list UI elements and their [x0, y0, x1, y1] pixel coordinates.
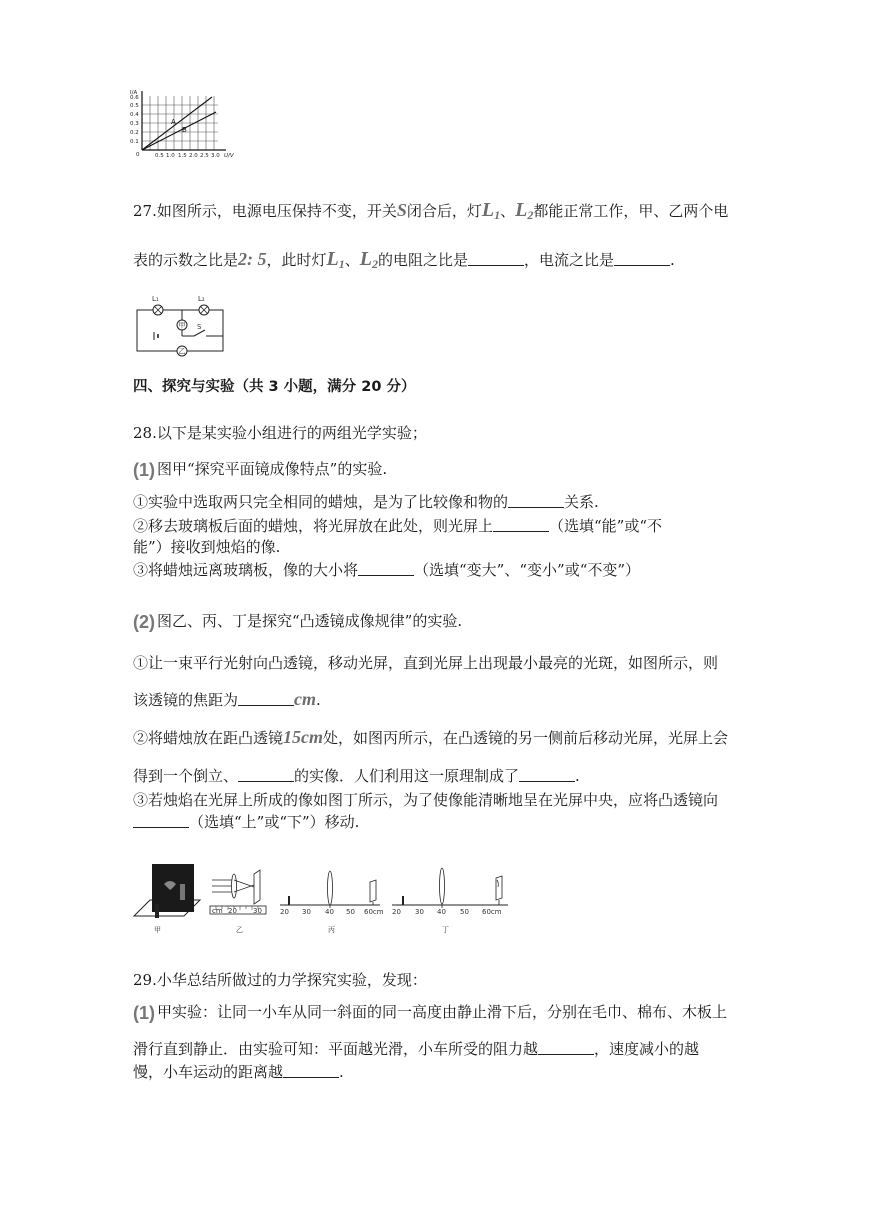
distance-value: 15cm [283, 727, 324, 747]
lamp-l2-label: L₂ [198, 295, 205, 303]
tick: 30 [302, 908, 311, 916]
x-tick: 3.0 [211, 153, 220, 159]
answer-blank[interactable] [133, 813, 189, 828]
ratio-value: 2: 5 [238, 249, 267, 269]
circuit-diagram [132, 294, 228, 358]
tick: 40 [437, 908, 446, 916]
tick: 20 [228, 907, 237, 915]
q28-part2-item2-cont: 得到一个倒立、 的实像．人们利用这一原理制成了 . [133, 767, 580, 785]
unit-cm: cm [294, 689, 317, 709]
y-tick: 0.6 [130, 95, 139, 101]
y-tick: 0.3 [130, 121, 139, 127]
tick: 20 [280, 908, 289, 916]
q28-part2-item1-cont: 该透镜的焦距为 cm. [133, 689, 321, 709]
x-tick: 1.5 [178, 153, 187, 159]
tick: 20 [392, 908, 401, 916]
answer-blank[interactable] [238, 767, 294, 782]
q29-intro: 29.小华总结所做过的力学探究实验，发现： [133, 971, 427, 989]
q28-part1-item2-cont: 能”）接收到烛焰的像. [133, 538, 281, 556]
figure-ding-label: 丁 [442, 926, 449, 934]
x-tick: 2.5 [200, 153, 209, 159]
q28-part1-item2: ②移去玻璃板后面的蜡烛，将光屏放在此处，则光屏上 （选填“能”或“不 [133, 517, 663, 535]
switch-symbol: S [396, 200, 407, 220]
q29-part1-line3: 慢，小车运动的距离越 . [133, 1063, 344, 1081]
q28-part2-item1: ①让一束平行光射向凸透镜，移动光屏，直到光屏上出现最小最亮的光斑，如图所示，则 [133, 654, 719, 672]
answer-blank[interactable] [358, 561, 414, 576]
q28-part2-item3-cont: （选填“上”或“下”）移动. [133, 812, 359, 832]
q29-part1-line1: (1) 甲实验：让同一小车从同一斜面的同一高度由静止滑下后，分别在毛巾、棉布、木板上 [133, 1003, 728, 1023]
figure-ding [392, 868, 508, 934]
x-axis-label: U/V [224, 153, 234, 159]
q28-part1-item3: ③将蜡烛远离玻璃板，像的大小将 （选填“变大”、“变小”或“不变”） [133, 561, 641, 579]
answer-blank[interactable] [614, 251, 670, 266]
q28-part2-title: (2) 图乙、丙、丁是探究“凸透镜成像规律”的实验. [133, 612, 463, 632]
y-tick: 0.1 [130, 139, 139, 145]
q28-part1-title: (1) 图甲“探究平面镜成像特点”的实验. [133, 460, 388, 480]
answer-blank[interactable] [519, 767, 575, 782]
meter-jia-label: 甲 [178, 321, 186, 330]
q29-part1-line2: 滑行直到静止．由实验可知：平面越光滑，小车所受的阻力越 ，速度减小的越 [133, 1040, 700, 1058]
lamp-l2-symbol: $L_2$ [515, 199, 534, 222]
tick: 50 [346, 908, 355, 916]
lamp-l1-symbol: $L_1$ [481, 199, 501, 222]
figure-bing-label: 丙 [328, 926, 335, 934]
answer-blank[interactable] [238, 691, 294, 706]
answer-blank[interactable] [508, 493, 564, 508]
x-tick: 0.5 [155, 153, 164, 159]
q28-intro: 28.以下是某实验小组进行的两组光学实验； [133, 424, 427, 442]
lamp-l2-symbol: $L_2$ [359, 248, 378, 271]
figure-jia-label: 甲 [154, 926, 161, 934]
section-heading: 四、探究与实验（共 3 小题，满分 20 分） [133, 379, 416, 395]
lamp-l1-label: L₁ [152, 295, 159, 303]
tick: 30 [415, 908, 424, 916]
iu-graph [128, 88, 240, 160]
tick: 50 [460, 908, 469, 916]
y-tick: 0.5 [130, 103, 139, 109]
q28-part1-item1: ①实验中选取两只完全相同的蜡烛，是为了比较像和物的 关系. [133, 493, 599, 511]
figure-yi [210, 870, 266, 934]
q27-line-1: 27.如图所示，电源电压保持不变，开关S闭合后，灯$L_1$、$L_2$都能正常工作，甲、乙两个电 [133, 199, 729, 222]
figure-yi-label: 乙 [236, 926, 243, 934]
part-number: (2) [133, 612, 155, 632]
answer-blank[interactable] [468, 251, 524, 266]
tick: 60cm [482, 908, 502, 916]
q27-line-2: 表的示数之比是2: 5，此时灯$L_1$、$L_2$的电阻之比是 ，电流之比是 . [133, 248, 675, 271]
tick: 30 [253, 907, 262, 915]
figure-bing [280, 871, 384, 934]
y-tick: 0.4 [130, 112, 139, 118]
x-tick: 1.0 [166, 153, 175, 159]
line-b-label: B [182, 126, 187, 134]
tick: 60cm [364, 908, 384, 916]
answer-blank[interactable] [283, 1063, 339, 1078]
x-tick: 2.0 [189, 153, 198, 159]
answer-blank[interactable] [493, 517, 549, 532]
figure-jia [134, 864, 200, 934]
part-number: (1) [133, 460, 155, 480]
origin-label: 0 [136, 152, 140, 158]
tick: cm [212, 907, 223, 915]
q28-part2-item2: ②将蜡烛放在距凸透镜15cm处，如图丙所示，在凸透镜的另一侧前后移动光屏，光屏上会 [133, 727, 729, 747]
answer-blank[interactable] [538, 1040, 594, 1055]
q28-part2-item3: ③若烛焰在光屏上所成的像如图丁所示，为了使像能清晰地呈在光屏中央，应将凸透镜向 [133, 791, 719, 809]
lamp-l1-symbol: $L_1$ [326, 248, 345, 271]
y-axis-label: I/A [130, 90, 138, 96]
optics-figures [130, 860, 515, 938]
line-a-label: A [171, 118, 176, 126]
switch-label: S [197, 323, 202, 331]
tick: 40 [325, 908, 334, 916]
part-number: (1) [133, 1003, 155, 1023]
meter-yi-label: 乙 [178, 347, 186, 356]
y-tick: 0.2 [130, 130, 139, 136]
